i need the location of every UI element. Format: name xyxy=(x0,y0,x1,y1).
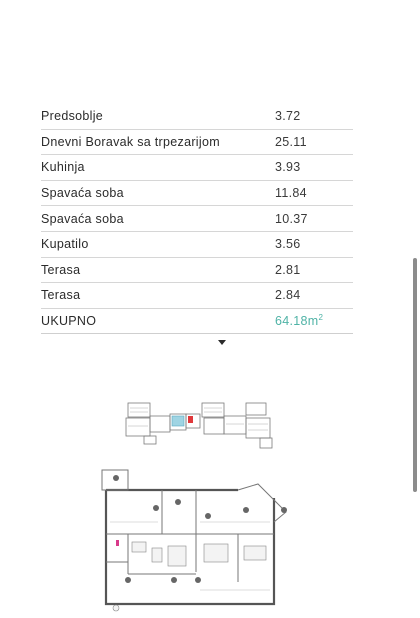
room-row xyxy=(41,206,353,232)
total-row xyxy=(41,309,353,335)
room-name: Kupatilo xyxy=(41,237,89,252)
room-area: 3.72 xyxy=(275,109,301,124)
room-area: 25.11 xyxy=(275,134,307,149)
room-row xyxy=(41,181,353,207)
room-name: Predsoblje xyxy=(41,109,104,124)
apartment-floor-plan[interactable] xyxy=(88,462,298,612)
room-area: 3.56 xyxy=(275,237,301,252)
selected-unit-marker xyxy=(188,416,193,423)
room-row xyxy=(41,130,353,156)
room-name: Terasa xyxy=(41,288,81,303)
total-value: 64.18m xyxy=(275,314,319,329)
room-row xyxy=(41,258,353,284)
collapse-indicator-icon[interactable] xyxy=(218,340,226,345)
room-row xyxy=(41,155,353,181)
room-area: 3.93 xyxy=(275,160,301,175)
area-table xyxy=(41,104,353,334)
highlighted-unit xyxy=(172,416,184,426)
total-label: UKUPNO xyxy=(41,314,97,329)
room-area: 11.84 xyxy=(275,186,307,201)
room-name: Dnevni Boravak sa trpezarijom xyxy=(41,134,220,149)
room-name: Kuhinja xyxy=(41,160,85,175)
room-area: 2.84 xyxy=(275,288,301,303)
room-area: 10.37 xyxy=(275,211,308,226)
scrollbar[interactable] xyxy=(413,258,417,492)
room-row xyxy=(41,283,353,309)
room-name: Spavaća soba xyxy=(41,211,124,226)
room-name: Terasa xyxy=(41,262,81,277)
room-row xyxy=(41,232,353,258)
total-unit-superscript: 2 xyxy=(318,313,324,323)
room-row xyxy=(41,104,353,130)
total-area xyxy=(275,313,323,328)
building-overview-plan[interactable] xyxy=(120,398,280,453)
room-area: 2.81 xyxy=(275,262,301,277)
room-name: Spavaća soba xyxy=(41,186,124,201)
